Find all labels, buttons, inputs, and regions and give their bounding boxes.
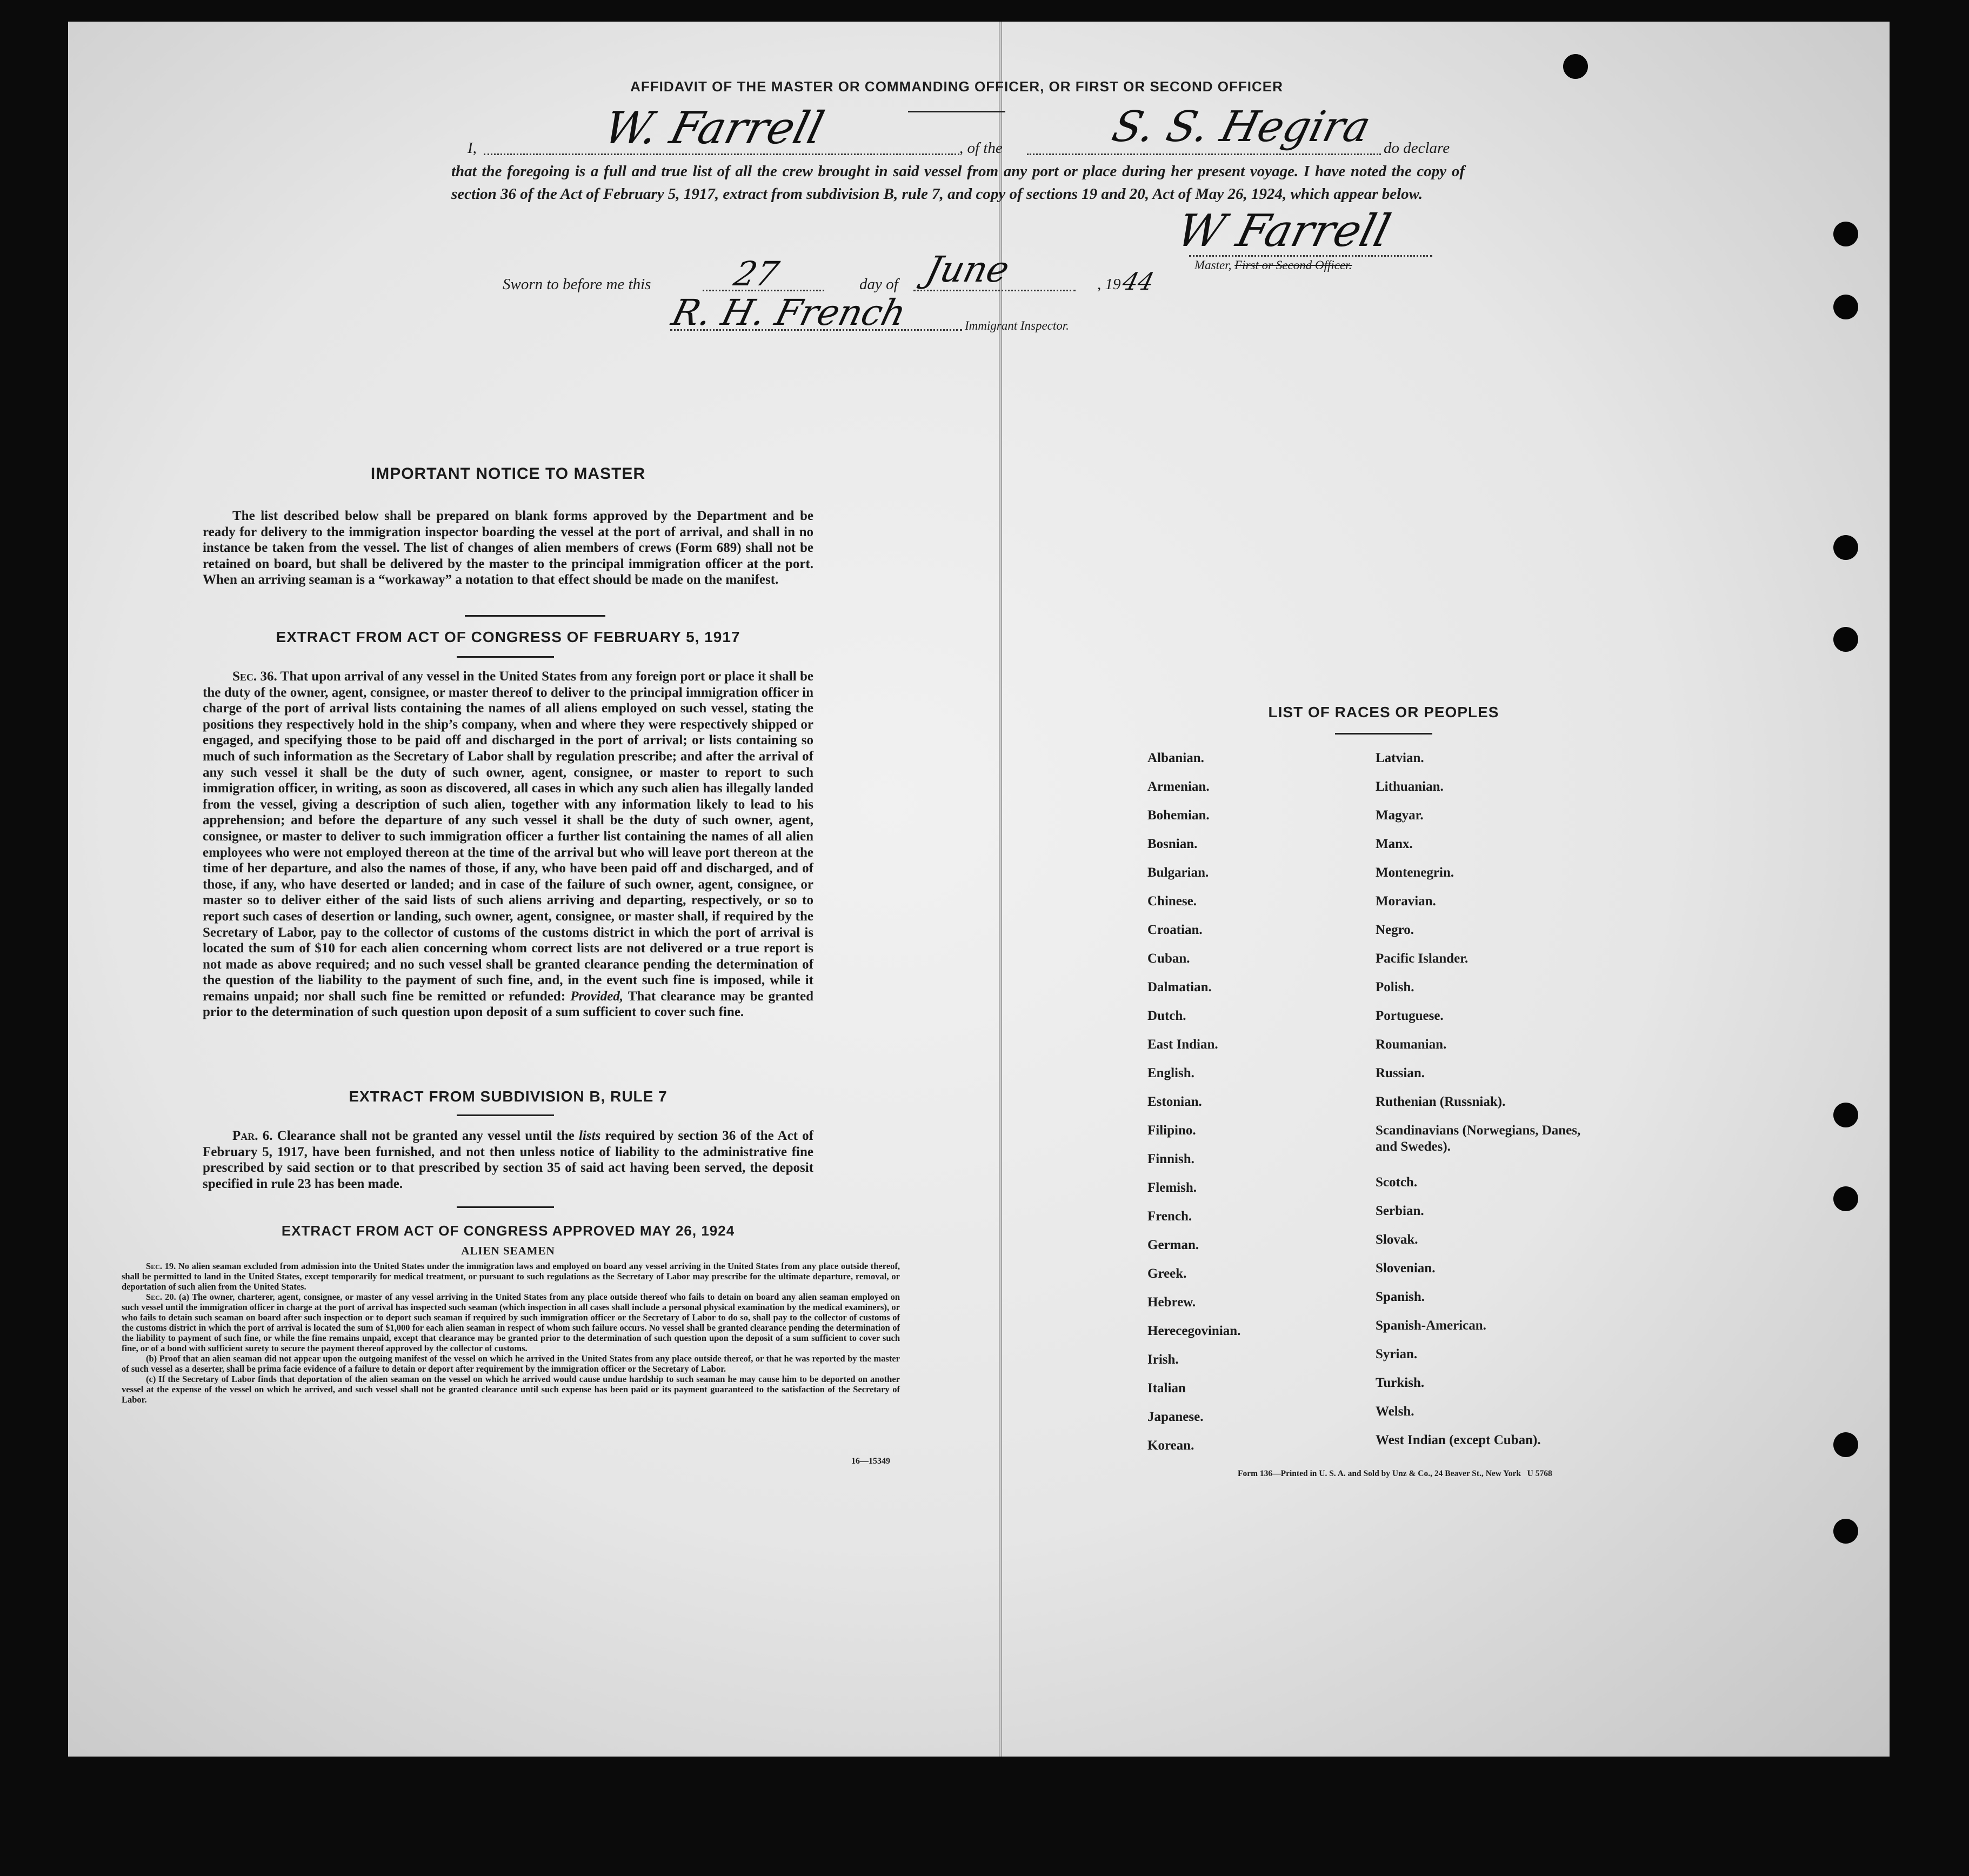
section-19-text: No alien seaman excluded from admission into the United States under the immigration laws and employed on board any vessel arriving in the United States from any place outside thereof, shall be permitted to land in the United States, except temporarily for medical treatment, or pursuant to such regulations as the Secretary of Labor may prescribe for the ultimate departure, removal, or deportation of such alien from the United States. xyxy=(122,1261,900,1292)
divider xyxy=(465,615,605,617)
race-item: Japanese. xyxy=(1147,1410,1204,1424)
race-item: Irish. xyxy=(1147,1352,1179,1367)
binder-hole xyxy=(1833,627,1858,652)
divider xyxy=(457,656,554,658)
race-item: Latvian. xyxy=(1376,751,1424,765)
race-item: French. xyxy=(1147,1209,1192,1224)
section-20a-text: (a) The owner, charterer, agent, consignee, or master of any vessel arriving in the United States from any place outside thereof who fails to detain on board any alien seaman employed on such vessel until the immigration officer in charge at the port of arrival has inspected such seaman (which inspection in all cases shall include a personal physical examination by the medical examiners), or who fails to detain such seaman on board after such inspection or to deport such seaman if required by such immigration officer or the Secretary of Labor to do so, shall pay to the collector of customs of the customs district in which the port of arrival is located the sum of $1,000 for each alien seaman in respect of whom such failure occurs. No vessel shall be granted clearance pending the determination of the liability to payment of such fine, or while the fine remains unpaid, except that clearance may be granted prior to the determination of such question upon the deposit of a sum sufficient to cover such fine, or of a bond with sufficient surety to secure the payment thereof approved by the collector of customs. xyxy=(122,1292,900,1353)
binder-hole xyxy=(1563,54,1588,79)
race-item: Serbian. xyxy=(1376,1204,1424,1218)
notice-text: The list described below shall be prepared on blank forms approved by the Department and be ready for delivery to the immigration inspector boarding the vessel at the port of arrival, and shall in no instance be taken from the vessel. The list of changes of alien members of crews (Form 689) shall not be retained on board, but shall be delivered by the master to the principal immigration officer at the port. When an arriving seaman is a “workaway” a notation to that effect should be made on the manifest. xyxy=(203,509,813,587)
race-item: Herecegovinian. xyxy=(1147,1324,1241,1338)
race-item: Greek. xyxy=(1147,1266,1187,1281)
race-item: Bohemian. xyxy=(1147,808,1210,823)
act-1917-text xyxy=(203,669,813,1020)
race-item: Cuban. xyxy=(1147,951,1190,966)
race-item: Chinese. xyxy=(1147,894,1197,909)
race-item: Slovenian. xyxy=(1376,1261,1436,1276)
rule7-text-b: required by section 36 of the Act of February 5, 1917, have been furnished, and not then unless notice of liability to the administrative fine prescribed by said section or to that prescribed by section 35 of said act having been served, the deposit specified in rule 23 has been made. xyxy=(203,1129,813,1191)
rule7-heading: EXTRACT FROM SUBDIVISION B, RULE 7 xyxy=(349,1088,668,1105)
binder-hole xyxy=(1833,535,1858,560)
section-36-text-end: That clearance may be granted prior to the determination of such question upon deposit of a sum sufficient to cover such fine. xyxy=(203,989,814,1020)
race-item: Dalmatian. xyxy=(1147,980,1212,994)
race-item: Welsh. xyxy=(1376,1404,1414,1419)
race-item: Bulgarian. xyxy=(1147,865,1209,880)
sworn-day-handwritten: 27 xyxy=(730,254,783,293)
race-item: Estonian. xyxy=(1147,1094,1202,1109)
race-item: Manx. xyxy=(1376,837,1413,851)
form-code: 16—15349 xyxy=(851,1457,890,1466)
act-1924-subheading: ALIEN SEAMEN xyxy=(461,1244,555,1257)
master-signature-line xyxy=(1189,244,1432,257)
race-item: Pacific Islander. xyxy=(1376,951,1469,966)
section-20b-text: (b) Proof that an alien seaman did not appear upon the outgoing manifest of the vessel on which he arrived in the United States from any place outside thereof, or that he was reported by the master of such vessel as a deserter, shall be prima facie evidence of a failure to detain or deport after requirement by the immigration officer or the Secretary of Labor. xyxy=(122,1353,900,1374)
section-label: Sec. 36. xyxy=(232,669,277,684)
race-item: Syrian. xyxy=(1376,1347,1418,1361)
binder-hole xyxy=(1833,295,1858,319)
year-handwritten: 44 xyxy=(1119,268,1157,296)
binder-hole xyxy=(1833,1186,1858,1211)
race-item: Croatian. xyxy=(1147,923,1203,937)
master-label-struck: First or Second Officer. xyxy=(1234,258,1352,272)
master-label: Master, xyxy=(1194,258,1232,272)
lists-word: lists xyxy=(579,1129,601,1143)
affidavit-body: that the foregoing is a full and true list of all the crew brought in said vessel from any port or place during her present voyage. I have noted the copy of section 36 of the Act of February 5, 1917, extract from subdivision B, rule 7, and copy of sections 19 and 20, Act of May 26, 1924, which appear below. xyxy=(451,163,1465,203)
race-item: English. xyxy=(1147,1066,1194,1080)
inspector-label: Immigrant Inspector. xyxy=(965,319,1069,332)
race-item: Lithuanian. xyxy=(1376,779,1444,794)
race-item: Albanian. xyxy=(1147,751,1204,765)
provided-label: Provided, xyxy=(570,989,624,1004)
section-20c-text: (c) If the Secretary of Labor finds that deportation of the alien seaman on the vessel on which he arrived would cause undue hardship to such seaman he may cause him to be deported on another vessel at the expense of the vessel on which he arrived, and such vessel shall not be granted clearance until such expense has been paid or its payment guaranteed to the satisfaction of the Secretary of Labor. xyxy=(122,1374,900,1405)
inspector-signature: R. H. French xyxy=(668,292,911,333)
race-item: East Indian. xyxy=(1147,1037,1218,1052)
race-item: Korean. xyxy=(1147,1438,1194,1453)
rule7-text-a: Clearance shall not be granted any vessel until the xyxy=(277,1129,575,1143)
race-item: Scandinavians (Norwegians, Danes, and Swedes). xyxy=(1376,1123,1581,1154)
sworn-label: Sworn to before me this xyxy=(503,276,651,293)
race-item: Filipino. xyxy=(1147,1123,1196,1138)
races-heading: LIST OF RACES OR PEOPLES xyxy=(1268,704,1499,720)
act-1917-heading: EXTRACT FROM ACT OF CONGRESS OF FEBRUARY 5, 1917 xyxy=(276,629,740,645)
section-label: Sec. 20. xyxy=(146,1292,176,1302)
vessel-name-handwritten: S. S. Hegira xyxy=(1107,103,1376,151)
day-of-label: day of xyxy=(859,276,898,293)
race-item: Finnish. xyxy=(1147,1152,1194,1166)
race-item: Negro. xyxy=(1376,923,1414,937)
race-item: Magyar. xyxy=(1376,808,1424,823)
race-item: Turkish. xyxy=(1376,1376,1425,1390)
race-item: Spanish-American. xyxy=(1376,1318,1486,1333)
binder-hole xyxy=(1833,1519,1858,1544)
master-name-handwritten: W. Farrell xyxy=(599,103,829,154)
printer-note: Form 136—Printed in U. S. A. and Sold by Unz & Co., 24 Beaver St., New York U 5768 xyxy=(1238,1469,1552,1478)
race-item: Spanish. xyxy=(1376,1290,1425,1304)
races-left-column xyxy=(1147,750,1310,1466)
notice-heading: IMPORTANT NOTICE TO MASTER xyxy=(370,465,646,483)
master-signature: W Farrell xyxy=(1172,205,1396,257)
act-1924-heading: EXTRACT FROM ACT OF CONGRESS APPROVED MAY 26, 1924 xyxy=(281,1223,735,1239)
race-item: Ruthenian (Russniak). xyxy=(1376,1094,1506,1109)
race-item: West Indian (except Cuban). xyxy=(1376,1433,1541,1447)
race-item: Armenian. xyxy=(1147,779,1210,794)
section-36-text: That upon arrival of any vessel in the United States from any foreign port or place it shall be the duty of the owner, agent, consignee, or master thereof to deliver to the principal immigration officer in charge of the port of arrival lists containing the names of all aliens employed on such vessel, stating the positions they respectively hold in the ship’s company, when and where they were respectively shipped or engaged, and specifying those to be paid off and discharged in the port of arrival; or lists containing so much of such information as the Secretary of Labor shall by regulation prescribe; and after the arrival of any such vessel it shall be the duty of such owner, agent, consignee, or master to report to such immigration officer, in writing, as soon as discovered, all cases in which any such alien has illegally landed from the vessel, giving a description of such alien, together with any information likely to lead to his apprehension; and before the departure of any such vessel it shall be the duty of such owner, agent, consignee, or master to deliver to such immigration officer a further list containing the names of all alien employees who were not employed thereon at the time of the arrival but who will leave port thereon at the time of her departure, and also the names of those, if any, who have been paid off and discharged, and of those, if any, who have deserted or landed; and in case of the failure of such owner, agent, consignee, or master so to deliver either of the said lists of such aliens arriving and departing, respectively, or so to report such cases of desertion or landing, such owner, agent, consignee, or master shall, if required by the Secretary of Labor, pay to the collector of customs of the customs district in which the port of arrival is located the sum of $10 for each alien concerning whom correct lists are not delivered or a true report is not made as above required; and no such vessel shall be granted clearance pending the determination of the question of the liability to the payment of such fine, and, in the event such fine is imposed, while it remains unpaid; nor shall such fine be remitted or refunded: xyxy=(203,669,813,1004)
race-item: Montenegrin. xyxy=(1376,865,1454,880)
race-item: Polish. xyxy=(1376,980,1414,994)
race-item: German. xyxy=(1147,1238,1199,1252)
race-item: Scotch. xyxy=(1376,1175,1418,1190)
master-title xyxy=(1194,258,1352,272)
paragraph-label: Par. 6. xyxy=(232,1129,273,1143)
race-item: Moravian. xyxy=(1376,894,1436,909)
race-item: Russian. xyxy=(1376,1066,1425,1080)
races-right-column xyxy=(1376,750,1603,1461)
race-item: Flemish. xyxy=(1147,1180,1197,1195)
divider xyxy=(457,1206,554,1208)
binder-hole xyxy=(1833,222,1858,246)
binder-hole xyxy=(1833,1103,1858,1127)
rule7-text xyxy=(203,1128,813,1192)
affidavit-heading: AFFIDAVIT OF THE MASTER OR COMMANDING OFFICER, OR FIRST OR SECOND OFFICER xyxy=(630,78,1283,95)
race-item: Bosnian. xyxy=(1147,837,1198,851)
race-item: Portuguese. xyxy=(1376,1009,1444,1023)
year-prefix: , 19 xyxy=(1097,276,1121,293)
binder-hole xyxy=(1833,1432,1858,1457)
of-the-label: , of the xyxy=(959,139,1003,157)
race-item: Roumanian. xyxy=(1376,1037,1447,1052)
race-item: Hebrew. xyxy=(1147,1295,1196,1310)
race-item: Slovak. xyxy=(1376,1232,1418,1247)
i-label: I, xyxy=(468,139,477,157)
race-item: Italian xyxy=(1147,1381,1186,1396)
divider xyxy=(457,1114,554,1116)
race-item: Dutch. xyxy=(1147,1009,1186,1023)
divider xyxy=(1335,733,1432,735)
divider xyxy=(908,111,1005,112)
sworn-month-handwritten: June xyxy=(922,249,1014,290)
section-label: Sec. 19. xyxy=(146,1261,176,1271)
do-declare-label: do declare xyxy=(1384,139,1450,157)
act-1924-text xyxy=(122,1261,900,1405)
